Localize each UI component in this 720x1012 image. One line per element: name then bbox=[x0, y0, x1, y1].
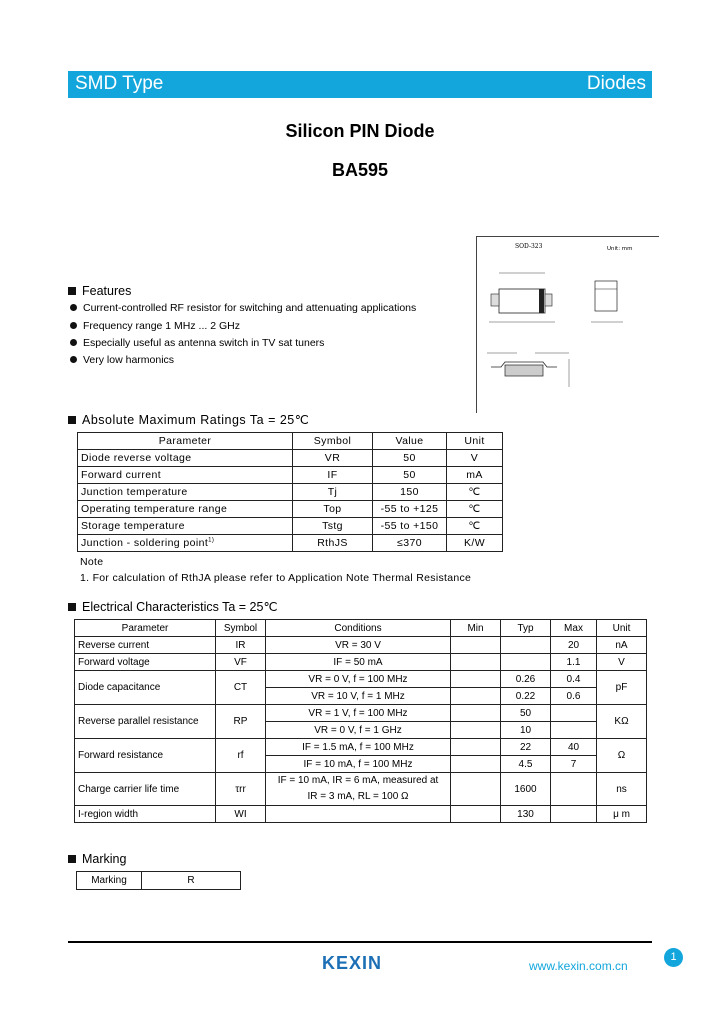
col-header: Symbol bbox=[216, 620, 266, 637]
table-row bbox=[78, 467, 503, 484]
table-row bbox=[75, 671, 647, 688]
cell-max bbox=[551, 773, 597, 806]
cell-unit: ℃ bbox=[447, 501, 503, 518]
table-row bbox=[75, 773, 647, 806]
table-row bbox=[78, 518, 503, 535]
cell-min bbox=[451, 722, 501, 739]
cell-param: Storage temperature bbox=[78, 518, 293, 535]
header-left: SMD Type bbox=[75, 73, 164, 94]
cell-param: Forward current bbox=[78, 467, 293, 484]
cell-unit: K/W bbox=[447, 535, 503, 552]
footnote-mark: 1) bbox=[208, 537, 215, 544]
part-number: BA595 bbox=[331, 160, 389, 180]
feature-item: Very low harmonics bbox=[70, 354, 174, 366]
package-unit: Unit: mm bbox=[607, 246, 633, 252]
features-heading: Features bbox=[68, 284, 131, 298]
table-row bbox=[75, 739, 647, 756]
col-header: Conditions bbox=[266, 620, 451, 637]
cell-max: 20 bbox=[551, 637, 597, 654]
cell-max: 0.6 bbox=[551, 688, 597, 705]
cell-unit: ℃ bbox=[447, 518, 503, 535]
feature-item: Especially useful as antenna switch in TV sat tuners bbox=[70, 337, 324, 349]
cell-value: 50 bbox=[373, 450, 447, 467]
website-link[interactable]: www.kexin.com.cn bbox=[529, 959, 628, 973]
cell-param: Forward resistance bbox=[75, 739, 216, 773]
feature-item: Current-controlled RF resistor for switching and attenuating applications bbox=[70, 302, 416, 314]
cell-typ: 50 bbox=[501, 705, 551, 722]
note-text: 1. For calculation of RthJA please refer to Application Note Thermal Resistance bbox=[80, 572, 472, 584]
cell-param: Operating temperature range bbox=[78, 501, 293, 518]
doc-title: Silicon PIN Diode bbox=[285, 121, 435, 141]
cell-symbol: IR bbox=[216, 637, 266, 654]
company-logo: KEXIN bbox=[322, 953, 383, 973]
cell-cond: VR = 0 V, f = 1 GHz bbox=[266, 722, 451, 739]
cell-value: 150 bbox=[373, 484, 447, 501]
cell-min bbox=[451, 637, 501, 654]
cell-min bbox=[451, 756, 501, 773]
cell-param: Reverse parallel resistance bbox=[75, 705, 216, 739]
cell-param: Forward voltage bbox=[75, 654, 216, 671]
cell-unit: V bbox=[597, 654, 647, 671]
cell-value: -55 to +150 bbox=[373, 518, 447, 535]
col-header: Parameter bbox=[75, 620, 216, 637]
col-header: Value bbox=[373, 433, 447, 450]
cell-symbol: τrr bbox=[216, 773, 266, 806]
cell-param: Junction temperature bbox=[78, 484, 293, 501]
cell-typ: 0.22 bbox=[501, 688, 551, 705]
table-row bbox=[75, 637, 647, 654]
cell-typ: 1600 bbox=[501, 773, 551, 806]
cell-param: I-region width bbox=[75, 806, 216, 823]
table-row bbox=[78, 535, 503, 552]
table-header-row bbox=[75, 620, 647, 637]
cell-param: Charge carrier life time bbox=[75, 773, 216, 806]
cell-typ: 4.5 bbox=[501, 756, 551, 773]
feature-item: Frequency range 1 MHz ... 2 GHz bbox=[70, 320, 240, 332]
cell-symbol: Top bbox=[293, 501, 373, 518]
cell-typ: 10 bbox=[501, 722, 551, 739]
header-banner bbox=[68, 71, 652, 98]
package-outline-svg bbox=[477, 237, 659, 413]
elec-heading: Electrical Characteristics Ta = 25℃ bbox=[68, 599, 277, 614]
cell-param: Diode capacitance bbox=[75, 671, 216, 705]
cell-min bbox=[451, 739, 501, 756]
table-row bbox=[75, 705, 647, 722]
cell-min bbox=[451, 688, 501, 705]
table-row bbox=[75, 806, 647, 823]
note-label: Note bbox=[80, 556, 104, 568]
cell-symbol: rf bbox=[216, 739, 266, 773]
cell-max bbox=[551, 806, 597, 823]
col-header: Unit bbox=[447, 433, 503, 450]
abs-max-heading: Absolute Maximum Ratings Ta = 25℃ bbox=[68, 412, 309, 427]
cell-typ: 130 bbox=[501, 806, 551, 823]
cell-symbol: Tstg bbox=[293, 518, 373, 535]
cell-cond: IF = 50 mA bbox=[266, 654, 451, 671]
footer-divider bbox=[68, 941, 652, 943]
cell-value: ≤370 bbox=[373, 535, 447, 552]
col-header: Symbol bbox=[293, 433, 373, 450]
table-row bbox=[75, 654, 647, 671]
cell-symbol: CT bbox=[216, 671, 266, 705]
cell-unit: ℃ bbox=[447, 484, 503, 501]
cell-max bbox=[551, 705, 597, 722]
cell-symbol: VF bbox=[216, 654, 266, 671]
cell-symbol: Tj bbox=[293, 484, 373, 501]
col-header: Unit bbox=[597, 620, 647, 637]
col-header: Typ bbox=[501, 620, 551, 637]
marking-value: R bbox=[142, 872, 241, 890]
cell-typ bbox=[501, 637, 551, 654]
cell-unit: mA bbox=[447, 467, 503, 484]
col-header: Min bbox=[451, 620, 501, 637]
cell-symbol: IF bbox=[293, 467, 373, 484]
cell-param: Reverse current bbox=[75, 637, 216, 654]
cell-max: 40 bbox=[551, 739, 597, 756]
package-name: SOD-323 bbox=[515, 243, 543, 250]
cell-unit: pF bbox=[597, 671, 647, 705]
table-header-row bbox=[78, 433, 503, 450]
cell-cond: VR = 0 V, f = 100 MHz bbox=[266, 671, 451, 688]
cell-max: 1.1 bbox=[551, 654, 597, 671]
cell-typ: 22 bbox=[501, 739, 551, 756]
package-drawing bbox=[476, 236, 659, 413]
table-row bbox=[78, 450, 503, 467]
cell-unit: V bbox=[447, 450, 503, 467]
cell-min bbox=[451, 654, 501, 671]
cell-param: Diode reverse voltage bbox=[78, 450, 293, 467]
electrical-table bbox=[74, 619, 647, 823]
cell-cond: IF = 1.5 mA, f = 100 MHz bbox=[266, 739, 451, 756]
cell-param: Junction - soldering point$^{1)}$ bbox=[78, 535, 293, 552]
col-header: Max bbox=[551, 620, 597, 637]
table-row bbox=[77, 872, 241, 890]
cell-min bbox=[451, 705, 501, 722]
header-right: Diodes bbox=[586, 73, 646, 94]
cell-min bbox=[451, 773, 501, 806]
cell-max bbox=[551, 722, 597, 739]
cell-unit: nA bbox=[597, 637, 647, 654]
cell-min bbox=[451, 806, 501, 823]
marking-table bbox=[76, 871, 241, 890]
col-header: Parameter bbox=[78, 433, 293, 450]
cell-cond: IF = 10 mA, f = 100 MHz bbox=[266, 756, 451, 773]
cell-max: 0.4 bbox=[551, 671, 597, 688]
cell-unit: μ m bbox=[597, 806, 647, 823]
cell-symbol: RthJS bbox=[293, 535, 373, 552]
table-row bbox=[78, 501, 503, 518]
marking-heading: Marking bbox=[68, 852, 126, 866]
cell-value: -55 to +125 bbox=[373, 501, 447, 518]
cell-symbol: WI bbox=[216, 806, 266, 823]
page-number: 1 bbox=[664, 948, 683, 967]
cell-cond: IF = 10 mA, IR = 6 mA, measured at IR = 3 mA, RL = 100 Ω bbox=[266, 773, 451, 806]
cell-max: 7 bbox=[551, 756, 597, 773]
cell-unit: Ω bbox=[597, 739, 647, 773]
cell-symbol: RP bbox=[216, 705, 266, 739]
cell-value: 50 bbox=[373, 467, 447, 484]
cell-cond: VR = 1 V, f = 100 MHz bbox=[266, 705, 451, 722]
cell-symbol: VR bbox=[293, 450, 373, 467]
marking-label: Marking bbox=[77, 872, 142, 890]
cell-unit: ns bbox=[597, 773, 647, 806]
cell-typ bbox=[501, 654, 551, 671]
cell-min bbox=[451, 671, 501, 688]
table-row bbox=[78, 484, 503, 501]
cell-typ: 0.26 bbox=[501, 671, 551, 688]
cell-cond: VR = 10 V, f = 1 MHz bbox=[266, 688, 451, 705]
abs-max-table bbox=[77, 432, 503, 552]
cell-cond: VR = 30 V bbox=[266, 637, 451, 654]
cell-unit: KΩ bbox=[597, 705, 647, 739]
cell-cond bbox=[266, 806, 451, 823]
